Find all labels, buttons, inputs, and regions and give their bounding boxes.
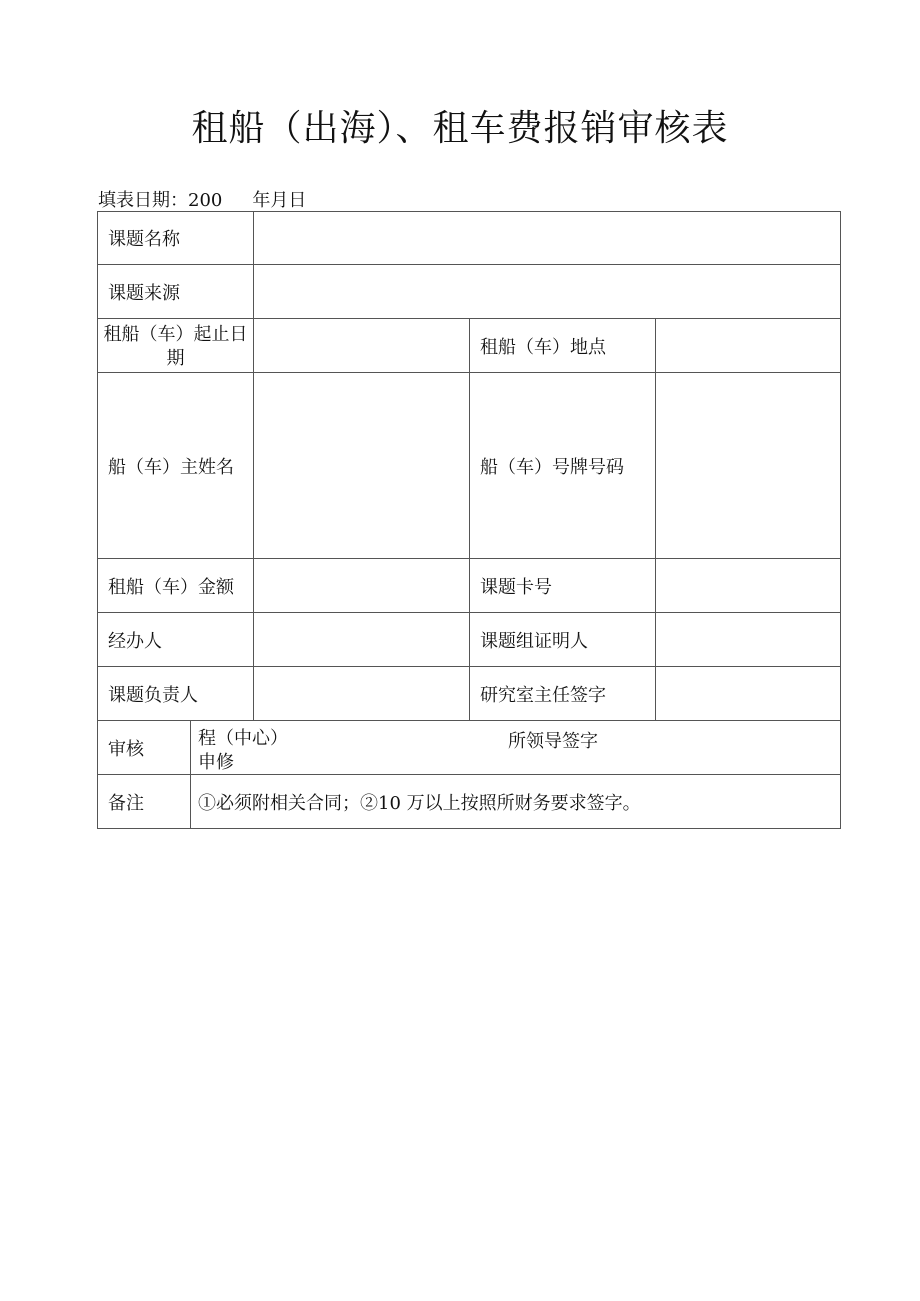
field-rental-amount[interactable]	[254, 559, 469, 612]
row-remarks	[97, 775, 841, 829]
label-handler: 经办人	[108, 630, 162, 652]
remarks-text: ①必须附相关合同；②10 万以上按照所财务要求签字。	[198, 792, 641, 814]
page-title: 租船（出海）、租车费报销审核表	[191, 108, 729, 149]
field-project-source[interactable]	[254, 265, 840, 318]
field-plate-number[interactable]	[656, 373, 840, 558]
label-project-name: 课题名称	[108, 229, 180, 250]
label-review: 审核	[108, 738, 144, 760]
reimbursement-form	[97, 211, 841, 829]
label-group-witness: 课题组证明人	[480, 630, 588, 652]
review-center-line2: 申修	[198, 752, 234, 773]
label-lab-director-sign: 研究室主任签字	[480, 684, 606, 706]
label-rental-location: 租船（车）地点	[480, 336, 606, 358]
row-handler	[97, 613, 841, 667]
field-handler[interactable]	[254, 613, 469, 666]
review-center-line1: 程（中心）	[198, 728, 288, 749]
label-owner-name: 船（车）主姓名	[108, 456, 234, 478]
fill-date-suffix: 年月日	[252, 190, 307, 211]
field-group-witness[interactable]	[656, 613, 840, 666]
row-project-name	[97, 211, 841, 265]
field-owner-name[interactable]	[254, 373, 469, 558]
label-project-source: 课题来源	[108, 282, 180, 304]
field-project-card[interactable]	[656, 559, 840, 612]
row-amount	[97, 559, 841, 613]
row-project-source	[97, 265, 841, 319]
field-project-name[interactable]	[254, 212, 840, 264]
fill-date-line	[98, 186, 306, 212]
field-rental-dates[interactable]	[254, 319, 469, 372]
row-rental-dates	[97, 319, 841, 373]
field-lab-director-sign[interactable]	[656, 667, 840, 720]
fill-date-label: 填表日期：200	[98, 190, 223, 211]
label-remarks: 备注	[108, 792, 144, 814]
row-project-lead	[97, 667, 841, 721]
label-project-card: 课题卡号	[480, 576, 552, 598]
label-project-lead: 课题负责人	[108, 684, 198, 706]
label-institute-leader-sign: 所领导签字	[508, 731, 598, 752]
field-rental-location[interactable]	[656, 319, 840, 372]
label-rental-dates: 租船（车）起止日期	[103, 324, 248, 369]
label-plate-number: 船（车）号牌号码	[480, 456, 624, 478]
label-rental-amount: 租船（车）金额	[108, 576, 234, 598]
review-center-text	[198, 727, 288, 775]
row-owner	[97, 373, 841, 559]
field-project-lead[interactable]	[254, 667, 469, 720]
row-review	[97, 721, 841, 775]
